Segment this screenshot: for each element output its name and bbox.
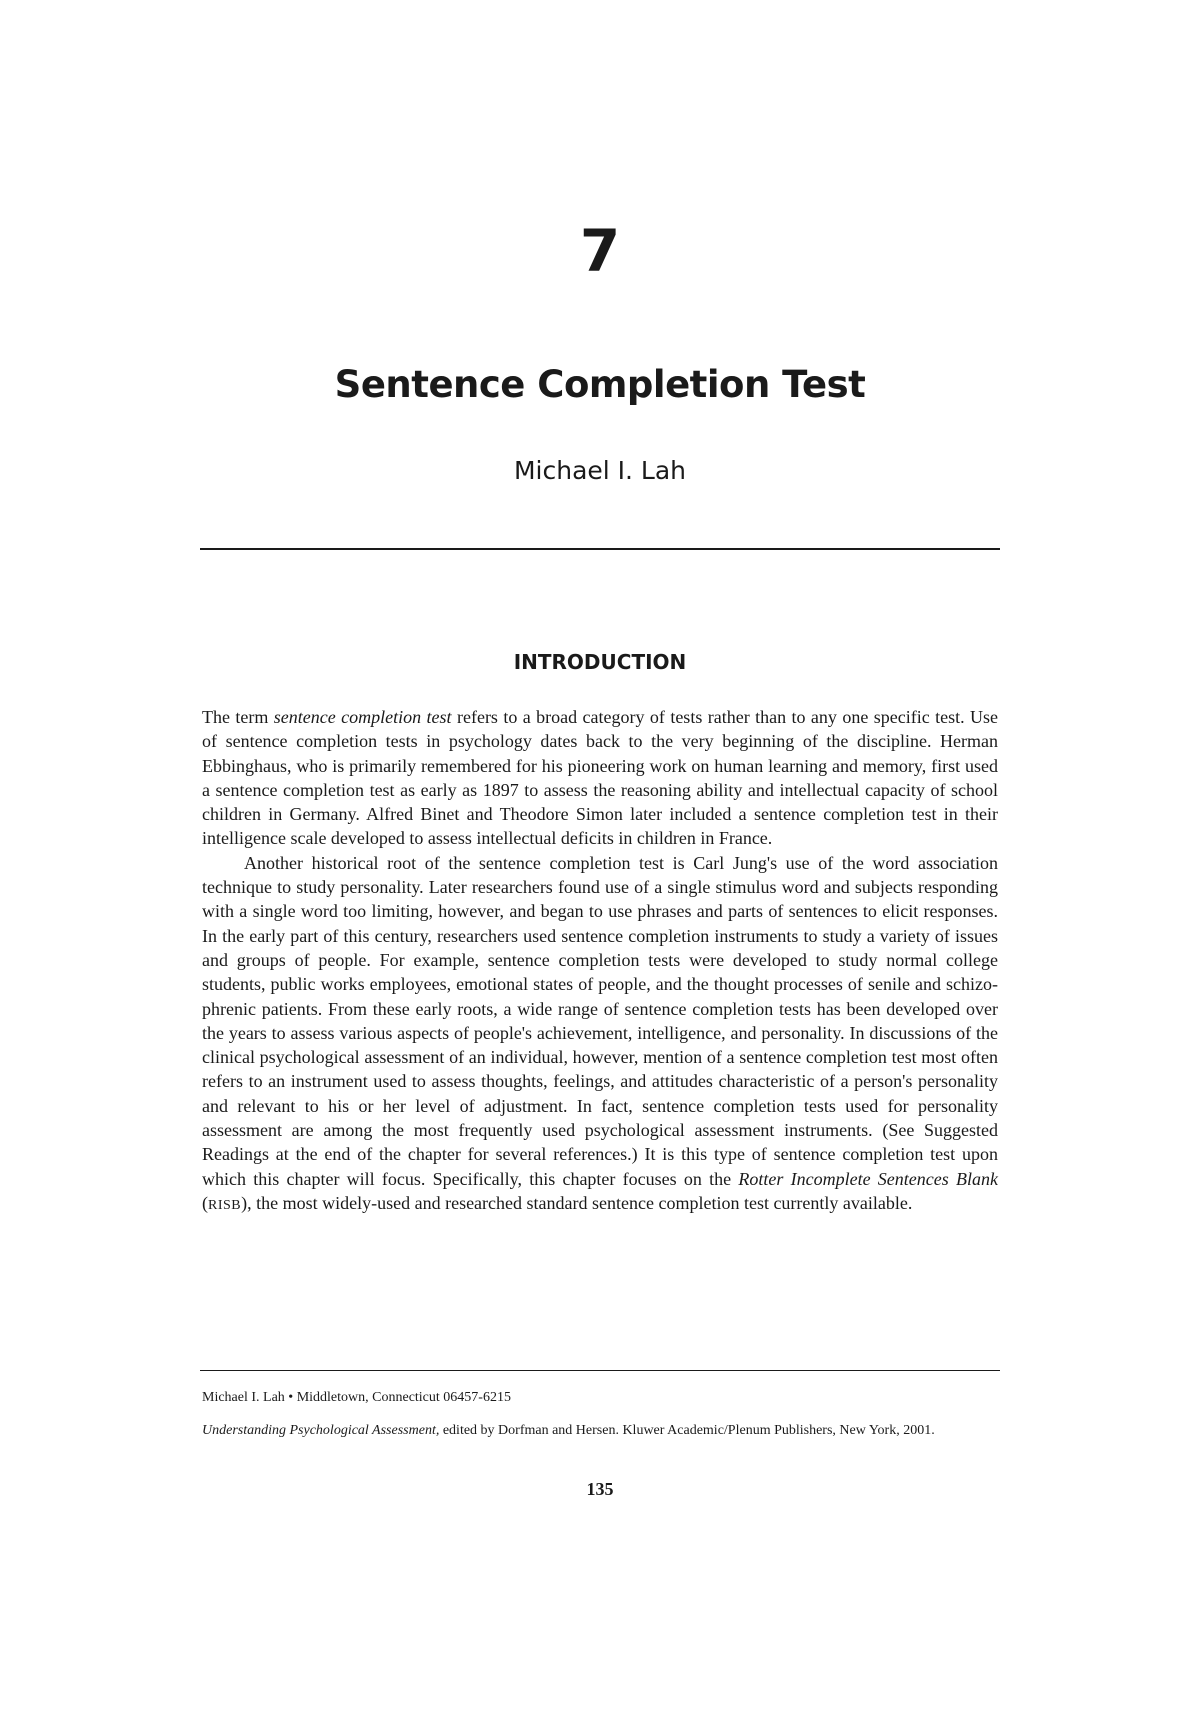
paragraph-2	[202, 851, 998, 1218]
chapter-number: 7	[579, 217, 621, 285]
paragraph-1	[202, 705, 998, 851]
title-divider	[200, 548, 1000, 550]
footnote-book-title: Understanding Psychological Assessment,	[202, 1423, 440, 1438]
chapter-title: Sentence Completion Test	[334, 363, 866, 406]
section-heading: INTRODUCTION	[513, 650, 687, 674]
paragraph-1-italic-term: sentence completion test	[273, 707, 452, 727]
page-number: 135	[586, 1479, 614, 1499]
footnote-author-affiliation: Michael I. Lah • Middletown, Connecticut 06457-6215	[202, 1390, 511, 1405]
body-text	[202, 705, 998, 1218]
paragraph-1-text-start: The term	[202, 707, 274, 727]
paragraph-2-text-start: Another historical root of the sentence completion test is Carl Jung's use of the word association technique to study personality. Later researchers found use of a single stimulus word and subjects responding with a single word too limiting, however, and began to use phrases and parts of sentences to elicit responses. In the early part of this century, researchers used sentence completion instruments to study a variety of issues and groups of people. For example, sentence completion tests were developed to study normal college students, public works employees, emotional states of people, and the thought processes of senile and schizo-phrenic patients. From these early roots, a wide range of sentence completion tests has been developed over the years to assess various aspects of people's achievement, intelligence, and personality. In discussions of the clinical psychological assessment of an individual, however, mention of a sentence completion test most often refers to an instrument used to assess thoughts, feelings, and attitudes characteristic of a person's personality and relevant to his or her level of adjustment. In fact, sentence completion tests used for personality assessment are among the most frequently used psychological assessment instruments. (See Suggested Readings at the end of the chapter for several references.) It is this type of sentence completion test upon which this chapter will focus. Specifically, this chapter focuses on the	[202, 852, 998, 1189]
paragraph-2-text-middle: (	[202, 1192, 208, 1213]
paragraph-2-italic-title: Rotter Incomplete Sentences Blank	[738, 1168, 998, 1189]
paragraph-2-text-end: ), the most widely-used and researched standard sentence completion test currently available.	[241, 1192, 913, 1213]
footnote-publisher: edited by Dorfman and Hersen. Kluwer Academic/Plenum Publishers, New York, 2001.	[439, 1423, 935, 1438]
paragraph-1-text-end: refers to a broad category of tests rather than to any one specific test. Use of sentence completion tests in psychology dates back to the very beginning of the discipline. Herman Ebbinghaus, who is primarily remembered for his pioneering work on human learning and memory, first used a sentence completion test as early as 1897 to assess the reasoning ability and intellectual capacity of school children in Germany. Alfred Binet and Theodore Simon later included a sentence completion test in their intelligence scale developed to assess intellectual deficits in children in France.	[202, 707, 998, 849]
chapter-author: Michael I. Lah	[513, 456, 687, 485]
paragraph-2-abbreviation: RISB	[208, 1197, 242, 1213]
footnote-publication	[202, 1421, 998, 1440]
footnote-divider	[200, 1370, 1000, 1371]
